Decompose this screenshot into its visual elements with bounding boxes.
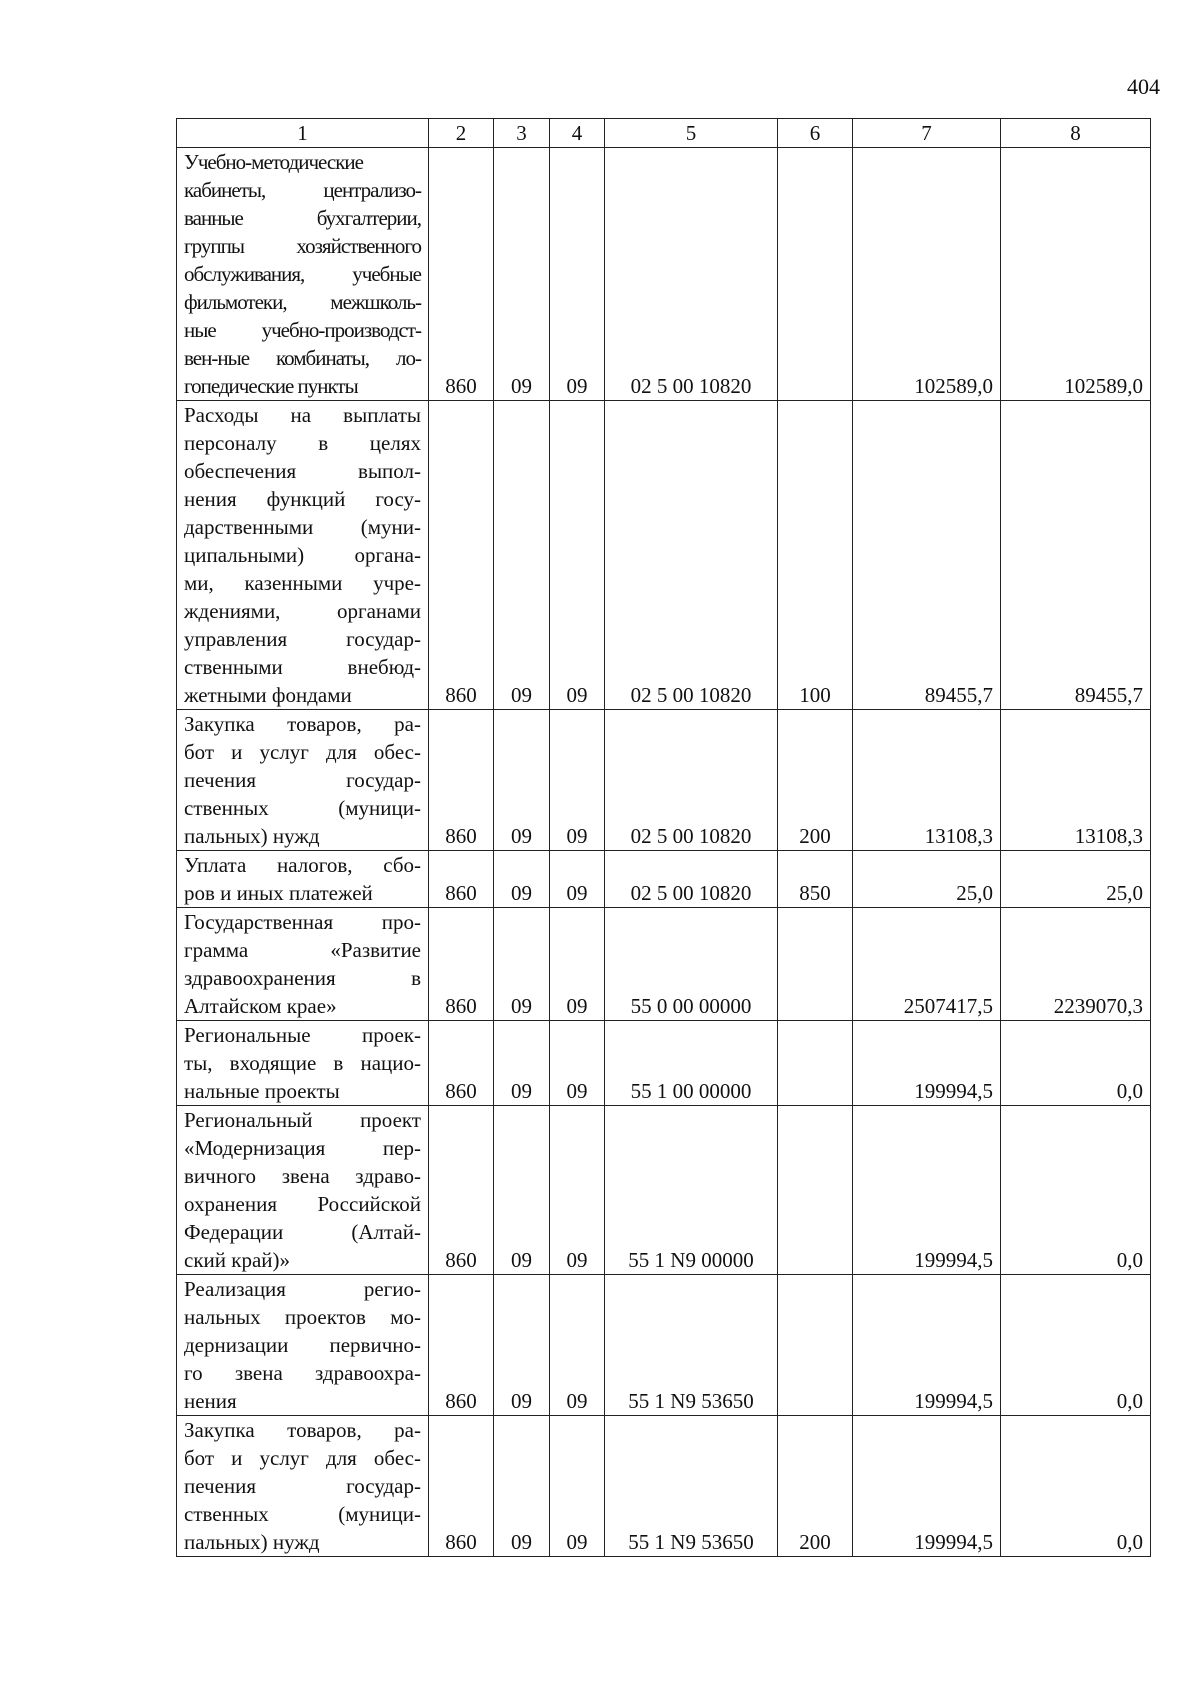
target-article-cell: 02 5 00 10820 (605, 710, 778, 851)
row-description (177, 1416, 429, 1557)
description-line: обслуживания, учебные (184, 262, 421, 286)
amount-year-2-cell: 0,0 (1001, 1021, 1151, 1106)
ministry-code-cell: 860 (429, 401, 494, 710)
target-article-cell: 55 1 N9 00000 (605, 1106, 778, 1275)
amount-year-1-cell: 199994,5 (853, 1106, 1001, 1275)
subsection-code-cell: 09 (550, 1106, 605, 1275)
description-line: ский край)» (184, 1248, 291, 1272)
section-code-cell: 09 (494, 851, 550, 908)
description-line: «Модернизация пер- (184, 1136, 421, 1160)
amount-year-2-cell: 13108,3 (1001, 710, 1151, 851)
expense-type-cell: 200 (778, 710, 853, 851)
ministry-code-cell: 860 (429, 1275, 494, 1416)
amount-year-2-cell: 102589,0 (1001, 148, 1151, 401)
description-line: ми, казенными учре- (184, 571, 421, 595)
table-row (177, 401, 1151, 710)
description-line: гопедические пункты (184, 374, 358, 398)
description-line: жетными фондами (184, 683, 352, 707)
description-line: Государственная про- (184, 910, 421, 934)
description-line: ственных (муници- (184, 1502, 421, 1526)
ministry-code-cell: 860 (429, 1106, 494, 1275)
section-code-cell: 09 (494, 1106, 550, 1275)
target-article-cell: 02 5 00 10820 (605, 148, 778, 401)
column-number-header-row (177, 119, 1151, 148)
description-line: Закупка товаров, ра- (184, 712, 421, 736)
amount-year-2-cell: 2239070,3 (1001, 908, 1151, 1021)
subsection-code-cell: 09 (550, 401, 605, 710)
target-article-cell: 02 5 00 10820 (605, 851, 778, 908)
description-line: вен-ные комбинаты, ло- (184, 346, 421, 370)
description-line: группы хозяйственного (184, 234, 421, 258)
description-line: обеспечения выпол- (184, 459, 421, 483)
ministry-code-cell: 860 (429, 1021, 494, 1106)
description-line: Региональные проек- (184, 1023, 421, 1047)
description-line: ров и иных платежей (184, 881, 373, 905)
description-line: здравоохранения в (184, 966, 421, 990)
subsection-code-cell: 09 (550, 148, 605, 401)
description-line: Реализация регио- (184, 1277, 421, 1301)
expense-type-cell (778, 1106, 853, 1275)
expense-type-cell: 850 (778, 851, 853, 908)
description-line: нения функций госу- (184, 487, 421, 511)
row-description (177, 148, 429, 401)
amount-year-1-cell: 199994,5 (853, 1021, 1001, 1106)
subsection-code-cell: 09 (550, 710, 605, 851)
row-description (177, 710, 429, 851)
amount-year-1-cell: 199994,5 (853, 1416, 1001, 1557)
amount-year-1-cell: 13108,3 (853, 710, 1001, 851)
section-code-cell: 09 (494, 1021, 550, 1106)
amount-year-1-cell: 89455,7 (853, 401, 1001, 710)
target-article-cell: 02 5 00 10820 (605, 401, 778, 710)
section-code-cell: 09 (494, 908, 550, 1021)
column-header: 2 (429, 119, 494, 148)
amount-year-2-cell: 0,0 (1001, 1416, 1151, 1557)
description-line: ванные бухгалтерии, (184, 206, 421, 230)
description-line: ждениями, органами (184, 599, 421, 623)
description-line: кабинеты, централизо- (184, 178, 421, 202)
table-row (177, 1275, 1151, 1416)
description-line: фильмотеки, межшколь- (184, 290, 421, 314)
subsection-code-cell: 09 (550, 908, 605, 1021)
description-line: пальных) нужд (184, 1530, 320, 1554)
table-row (177, 710, 1151, 851)
amount-year-2-cell: 0,0 (1001, 1106, 1151, 1275)
description-line: пальных) нужд (184, 824, 320, 848)
amount-year-2-cell: 0,0 (1001, 1275, 1151, 1416)
ministry-code-cell: 860 (429, 851, 494, 908)
description-line: ты, входящие в нацио- (184, 1051, 421, 1075)
description-line: Федерации (Алтай- (184, 1220, 421, 1244)
subsection-code-cell: 09 (550, 1021, 605, 1106)
row-description (177, 1106, 429, 1275)
budget-table (176, 118, 1151, 1557)
description-line: грамма «Развитие (184, 938, 421, 962)
table-row (177, 1021, 1151, 1106)
amount-year-2-cell: 25,0 (1001, 851, 1151, 908)
row-description (177, 908, 429, 1021)
expense-type-cell (778, 148, 853, 401)
target-article-cell: 55 1 N9 53650 (605, 1275, 778, 1416)
description-line: ственными внебюд- (184, 655, 421, 679)
description-line: бот и услуг для обес- (184, 740, 421, 764)
expense-type-cell: 100 (778, 401, 853, 710)
description-line: охранения Российской (184, 1192, 421, 1216)
description-line: нальных проектов мо- (184, 1305, 421, 1329)
description-line: ственных (муници- (184, 796, 421, 820)
section-code-cell: 09 (494, 401, 550, 710)
column-header: 4 (550, 119, 605, 148)
target-article-cell: 55 1 00 00000 (605, 1021, 778, 1106)
expense-type-cell (778, 908, 853, 1021)
section-code-cell: 09 (494, 148, 550, 401)
description-line: управления государ- (184, 627, 421, 651)
row-description (177, 1275, 429, 1416)
amount-year-1-cell: 199994,5 (853, 1275, 1001, 1416)
ministry-code-cell: 860 (429, 908, 494, 1021)
description-line: нальные проекты (184, 1079, 340, 1103)
target-article-cell: 55 1 N9 53650 (605, 1416, 778, 1557)
section-code-cell: 09 (494, 710, 550, 851)
description-line: бот и услуг для обес- (184, 1446, 421, 1470)
table-row (177, 1106, 1151, 1275)
description-line: вичного звена здраво- (184, 1164, 421, 1188)
table-row (177, 908, 1151, 1021)
expense-type-cell (778, 1275, 853, 1416)
description-line: персоналу в целях (184, 431, 421, 455)
table-row (177, 148, 1151, 401)
subsection-code-cell: 09 (550, 1275, 605, 1416)
row-description (177, 401, 429, 710)
description-line: Расходы на выплаты (184, 403, 421, 427)
description-line: ные учебно-производст- (184, 318, 421, 342)
amount-year-1-cell: 25,0 (853, 851, 1001, 908)
column-header: 7 (853, 119, 1001, 148)
target-article-cell: 55 0 00 00000 (605, 908, 778, 1021)
row-description (177, 1021, 429, 1106)
expense-type-cell (778, 1021, 853, 1106)
subsection-code-cell: 09 (550, 851, 605, 908)
amount-year-2-cell: 89455,7 (1001, 401, 1151, 710)
amount-year-1-cell: 2507417,5 (853, 908, 1001, 1021)
description-line: печения государ- (184, 1474, 421, 1498)
description-line: Уплата налогов, сбо- (184, 853, 421, 877)
section-code-cell: 09 (494, 1416, 550, 1557)
description-line: дернизации первично- (184, 1333, 421, 1357)
column-header: 1 (177, 119, 429, 148)
ministry-code-cell: 860 (429, 1416, 494, 1557)
description-line: ципальными) органа- (184, 543, 421, 567)
ministry-code-cell: 860 (429, 148, 494, 401)
table-row (177, 1416, 1151, 1557)
column-header: 3 (494, 119, 550, 148)
column-header: 5 (605, 119, 778, 148)
description-line: печения государ- (184, 768, 421, 792)
section-code-cell: 09 (494, 1275, 550, 1416)
table-row (177, 851, 1151, 908)
description-line: нения (184, 1389, 237, 1413)
description-line: Закупка товаров, ра- (184, 1418, 421, 1442)
description-line: Алтайском крае» (184, 994, 337, 1018)
description-line: дарственными (муни- (184, 515, 421, 539)
expense-type-cell: 200 (778, 1416, 853, 1557)
row-description (177, 851, 429, 908)
column-header: 8 (1001, 119, 1151, 148)
ministry-code-cell: 860 (429, 710, 494, 851)
description-line: Региональный проект (184, 1108, 421, 1132)
description-line: го звена здравоохра- (184, 1361, 421, 1385)
description-line: Учебно-методические (184, 150, 363, 174)
subsection-code-cell: 09 (550, 1416, 605, 1557)
column-header: 6 (778, 119, 853, 148)
amount-year-1-cell: 102589,0 (853, 148, 1001, 401)
page-number: 404 (1127, 74, 1160, 99)
